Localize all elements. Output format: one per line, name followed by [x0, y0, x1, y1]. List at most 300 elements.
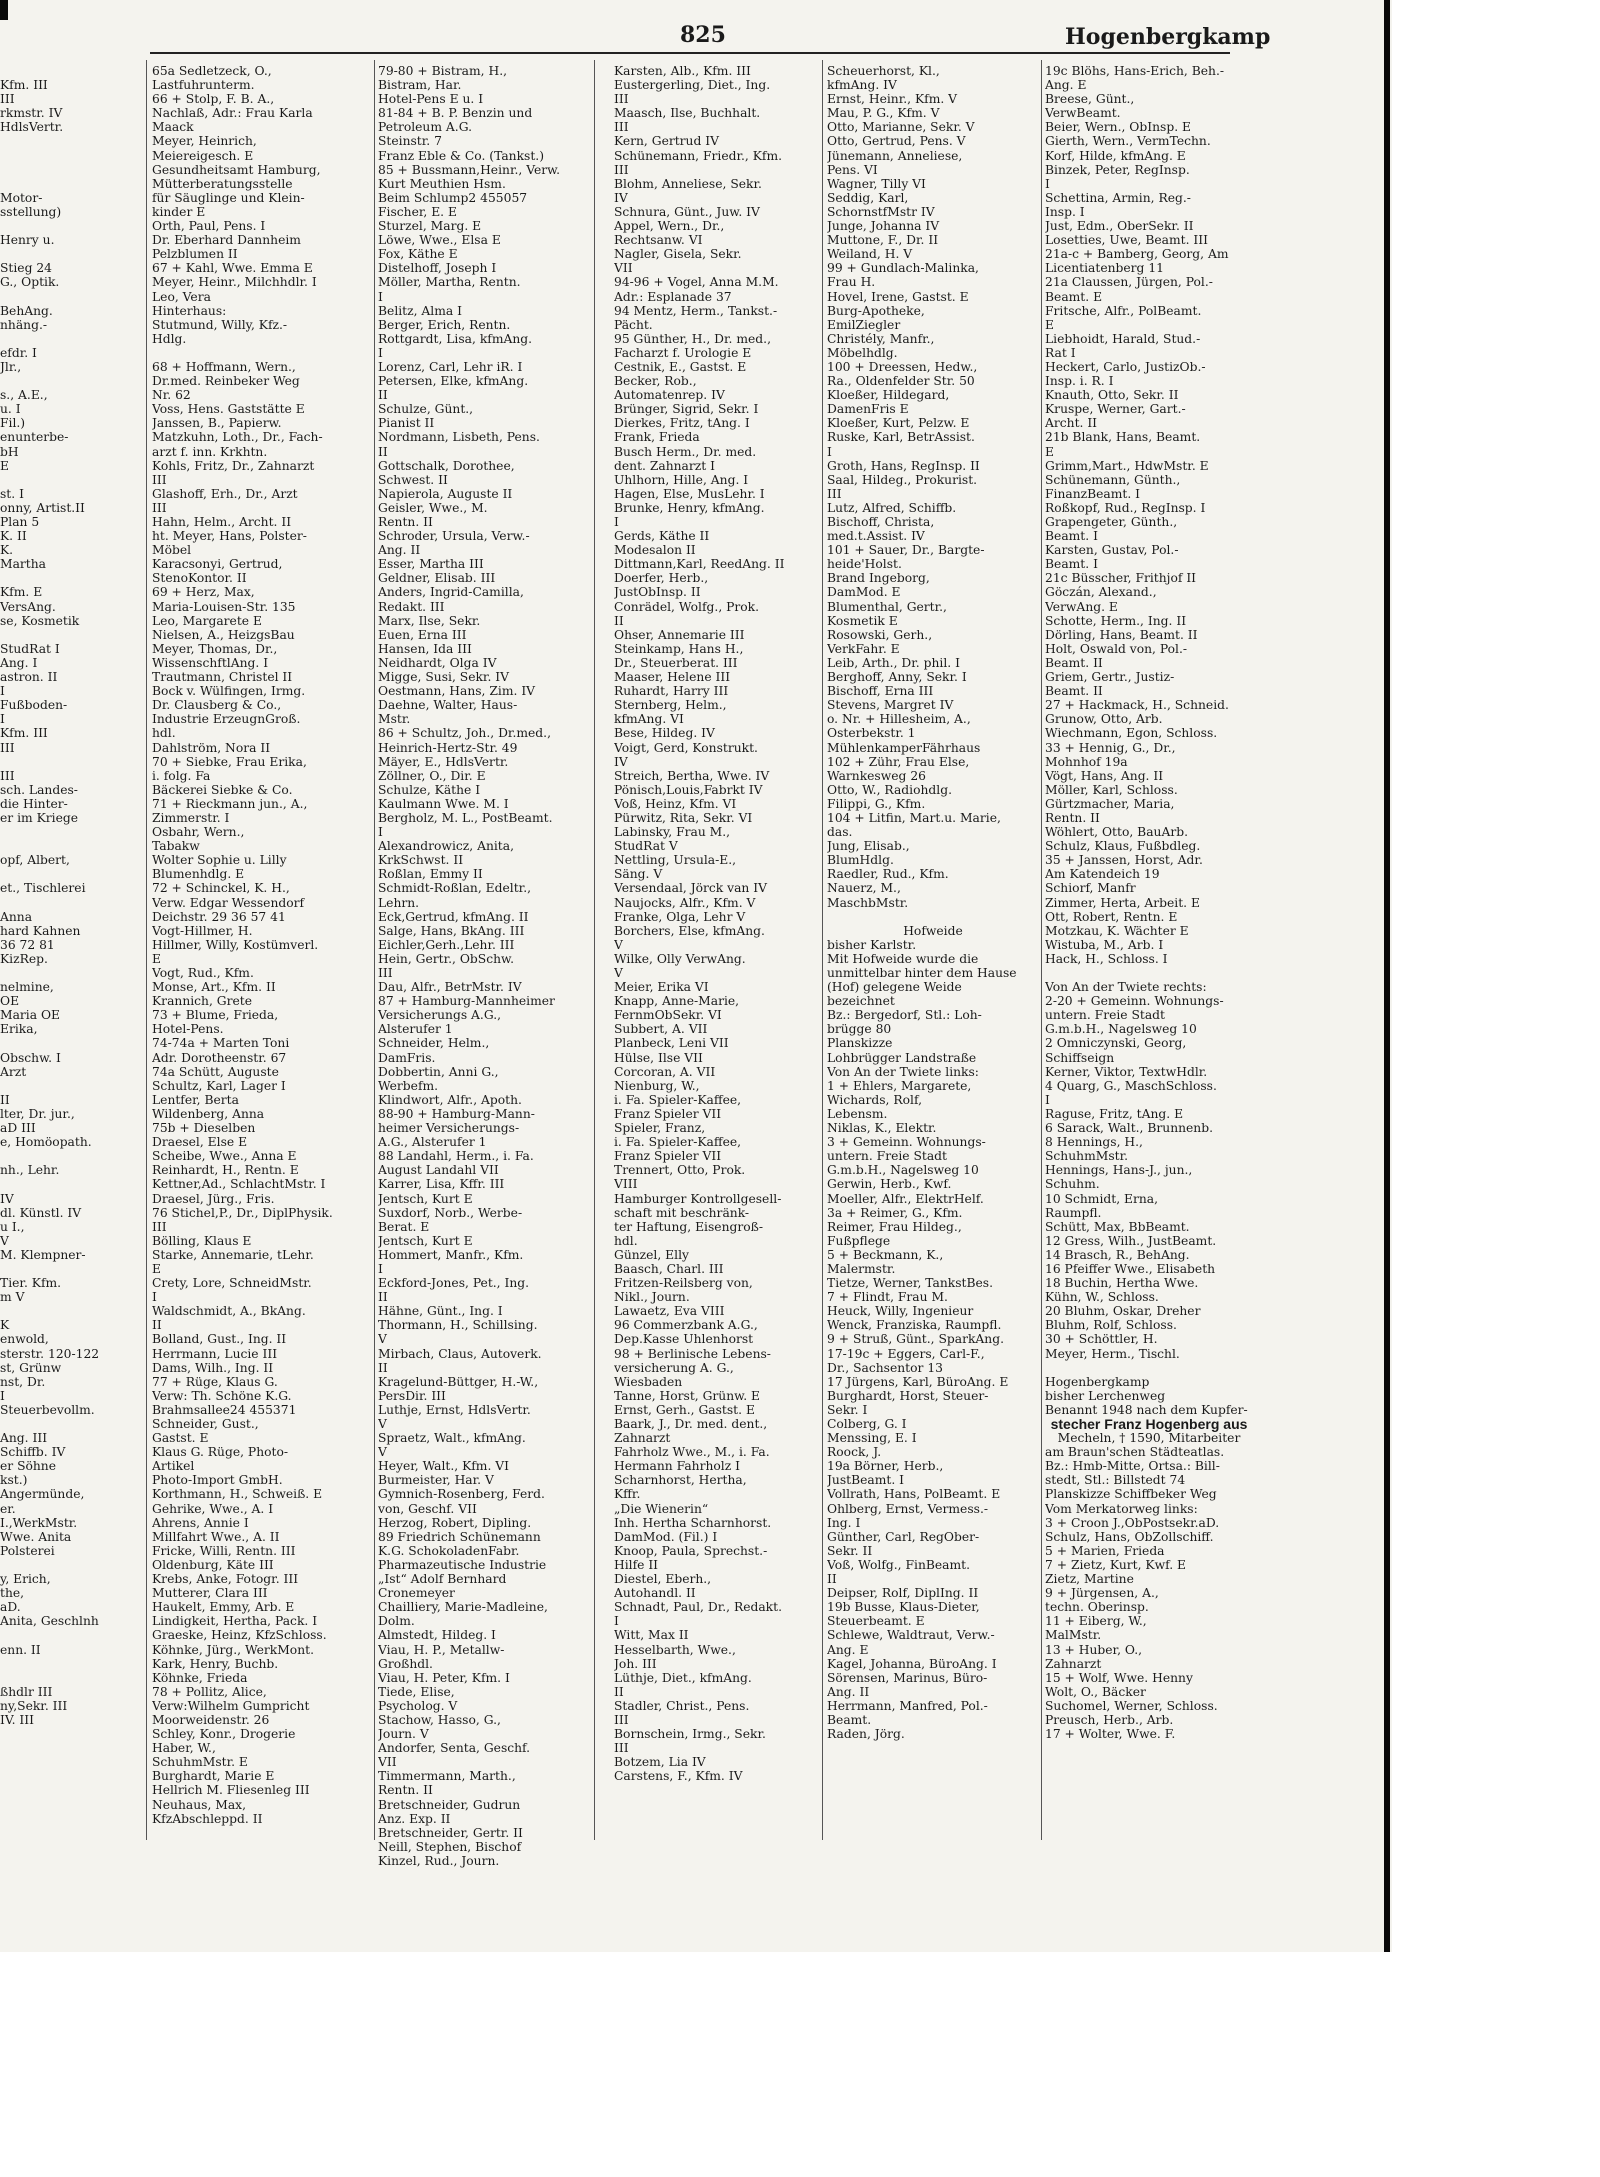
directory-line: 81-84 + B. P. Benzin und: [378, 106, 533, 121]
directory-line: V: [378, 1445, 387, 1460]
directory-line: Euen, Erna III: [378, 627, 467, 642]
directory-line: Meyer, Herm., Tischl.: [1045, 1346, 1180, 1361]
directory-line: Versendaal, Jörck van IV: [614, 881, 768, 896]
directory-line: 65a Sedletzeck, O.,: [152, 64, 272, 78]
directory-line: Daehne, Walter, Haus-: [378, 698, 518, 713]
directory-line: Schnadt, Paul, Dr., Redakt.: [614, 1600, 782, 1615]
directory-line: Schiffseign: [1045, 1050, 1115, 1065]
directory-line: Dörling, Hans, Beamt. II: [1045, 627, 1198, 642]
directory-line: Günzel, Elly: [614, 1247, 689, 1262]
directory-line: 2-20 + Gemeinn. Wohnungs-: [1045, 994, 1224, 1009]
directory-line: Meier, Erika VI: [614, 980, 709, 995]
directory-line: Hermann Fahrholz I: [614, 1459, 740, 1474]
directory-line: Berat. E: [378, 1219, 430, 1234]
directory-line: Zimmer, Herta, Arbeit. E: [1045, 895, 1200, 910]
directory-line: III: [614, 120, 629, 135]
directory-line: [0, 896, 118, 910]
directory-line: Adr.: Esplanade 37: [614, 289, 732, 304]
directory-line: Ang. E: [1045, 78, 1087, 93]
directory-line: Haukelt, Emmy, Arb. E: [152, 1600, 295, 1615]
directory-line: Ruhardt, Harry III: [614, 684, 729, 699]
directory-line: Heckert, Carlo, JustizOb.-: [1045, 359, 1206, 374]
directory-line: nh., Lehr.: [0, 1163, 60, 1178]
directory-line: y, Erich,: [0, 1572, 51, 1587]
directory-line: Luthje, Ernst, HdlsVertr.: [378, 1402, 531, 1417]
directory-line: JustBeamt. I: [827, 1473, 905, 1488]
directory-line: er im Kriege: [0, 810, 78, 825]
directory-line: Zietz, Martine: [1045, 1572, 1134, 1587]
directory-line: 19c Blöhs, Hans-Erich, Beh.-: [1045, 64, 1225, 78]
directory-line: Osterbekstr. 1: [827, 726, 916, 741]
directory-line: Beamt.: [827, 1712, 872, 1727]
directory-line: [0, 134, 118, 148]
directory-line: Eck,Gertrud, kfmAng. II: [378, 909, 529, 924]
directory-line: stedt, Stl.: Billstedt 74: [1045, 1473, 1186, 1488]
directory-line: Nagler, Gisela, Sekr.: [614, 247, 742, 262]
directory-line: Almstedt, Hildeg. I: [378, 1628, 496, 1643]
directory-line: 7 + Flindt, Frau M.: [827, 1290, 948, 1305]
directory-line: Petersen, Elke, kfmAng.: [378, 374, 529, 389]
directory-line: Otto, Marianne, Sekr. V: [827, 120, 975, 135]
directory-line: DamFris.: [378, 1050, 436, 1065]
directory-line: FernmObSekr. VI: [614, 1008, 722, 1023]
directory-line: o. Nr. + Hillesheim, A.,: [827, 712, 971, 727]
directory-line: kfmAng. IV: [827, 78, 897, 93]
directory-line: Anita, Geschlnh: [0, 1614, 99, 1629]
directory-line: Burg-Apotheke,: [827, 303, 925, 318]
directory-line: 21b Blank, Hans, Beamt.: [1045, 430, 1201, 445]
directory-line: Hansen, Ida III: [378, 641, 472, 656]
directory-line: Korthmann, H., Schweiß. E: [152, 1487, 323, 1502]
directory-line: Zimmerstr. I: [152, 810, 230, 825]
left-edge-shadow: [0, 0, 8, 20]
directory-line: kfmAng. VI: [614, 712, 684, 727]
directory-line: 16 Pfeiffer Wwe., Elisabeth: [1045, 1261, 1216, 1276]
directory-line: Labinsky, Frau M.,: [614, 825, 731, 840]
directory-line: efdr. I: [0, 345, 37, 360]
directory-line: Distelhoff, Joseph I: [378, 261, 497, 276]
directory-line: III: [152, 472, 167, 487]
directory-line: Dr., Steuerberat. III: [614, 655, 738, 670]
directory-line: Suxdorf, Norb., Werbe-: [378, 1205, 523, 1220]
directory-line: Osbahr, Wern.,: [152, 825, 245, 840]
directory-line: Junge, Johanna IV: [827, 219, 940, 234]
directory-line: Heuck, Willy, Ingenieur: [827, 1304, 974, 1319]
directory-line: enwold,: [0, 1332, 49, 1347]
directory-line: Migge, Susi, Sekr. IV: [378, 670, 510, 685]
directory-line: Kohls, Fritz, Dr., Zahnarzt: [152, 458, 315, 473]
directory-line: 17 Jürgens, Karl, BüroAng. E: [827, 1374, 1009, 1389]
directory-line: Kruspe, Werner, Gart.-: [1045, 402, 1186, 417]
directory-line: Spraetz, Walt., kfmAng.: [378, 1431, 526, 1446]
directory-line: Am Katendeich 19: [1045, 867, 1160, 882]
directory-line: Otto, W., Radiohdlg.: [827, 782, 952, 797]
directory-line: Hamburger Kontrollgesell-: [614, 1191, 782, 1206]
directory-line: [1045, 966, 1253, 980]
directory-line: 87 + Hamburg-Mannheimer: [378, 994, 555, 1009]
directory-line: Pharmazeutische Industrie: [378, 1557, 547, 1572]
directory-line: Meiereigesch. E: [152, 148, 254, 163]
directory-line: bezeichnet: [827, 994, 895, 1009]
directory-line: Botzem, Lia IV: [614, 1755, 706, 1770]
directory-line: Dr.med. Reinbeker Weg: [152, 374, 300, 389]
directory-line: Bäckerei Siebke & Co.: [152, 782, 293, 797]
directory-line: Viau, H. P., Metallw-: [378, 1642, 505, 1657]
directory-line: Ang. II: [378, 543, 421, 558]
directory-line: onny, Artist.II: [0, 500, 85, 515]
directory-line: MühlenkamperFährhaus: [827, 740, 981, 755]
directory-line: 11 + Eiberg, W.,: [1045, 1614, 1147, 1629]
directory-line: Franz Spieler VII: [614, 1106, 722, 1121]
directory-line: III: [152, 500, 167, 515]
directory-line: Nienburg, W.,: [614, 1078, 700, 1093]
directory-line: Millfahrt Wwe., A. II: [152, 1529, 280, 1544]
directory-line: I: [378, 289, 383, 304]
directory-line: Brünger, Sigrid, Sekr. I: [614, 402, 759, 417]
directory-line: Breese, Günt.,: [1045, 92, 1135, 107]
directory-line: Ohser, Annemarie III: [614, 627, 745, 642]
directory-line: Krebs, Anke, Fotogr. III: [152, 1572, 299, 1587]
directory-line: Steinstr. 7: [378, 134, 442, 149]
directory-line: Nachlaß, Adr.: Frau Karla: [152, 106, 313, 121]
directory-line: [0, 1628, 118, 1642]
directory-line: Mütterberatungsstelle: [152, 176, 293, 191]
directory-line: V: [378, 1417, 387, 1431]
directory-line: Dolm.: [378, 1614, 415, 1629]
directory-line: 14 Brasch, R., BehAng.: [1045, 1247, 1190, 1262]
directory-line: Rat I: [1045, 345, 1076, 360]
directory-line: bisher Karlstr.: [827, 937, 917, 952]
directory-line: Voß, Wolfg., FinBeamt.: [827, 1557, 971, 1572]
directory-line: II: [378, 388, 388, 403]
directory-line: K: [0, 1318, 10, 1333]
directory-line: Psycholog. V: [378, 1698, 458, 1713]
directory-line: Verw. Edgar Wessendorf: [152, 895, 305, 910]
directory-line: Kinzel, Rud., Journ.: [378, 1853, 500, 1868]
directory-line: III: [614, 1712, 629, 1727]
directory-line: Schünemann, Günth.,: [1045, 472, 1181, 487]
directory-line: Köhnke, Frieda: [152, 1670, 248, 1685]
directory-line: Wistuba, M., Arb. I: [1045, 937, 1164, 952]
directory-line: 27 + Hackmack, H., Schneid.: [1045, 698, 1229, 713]
directory-line: Dr. Eberhard Dannheim: [152, 233, 301, 248]
directory-line: Schley, Konr., Drogerie: [152, 1727, 296, 1742]
directory-line: III: [152, 1219, 167, 1234]
directory-line: Dr., Sachsentor 13: [827, 1360, 943, 1375]
directory-line: Benannt 1948 nach dem Kupfer-: [1045, 1402, 1248, 1417]
directory-line: Pelzblumen II: [152, 247, 238, 262]
directory-line: Bock v. Wülfingen, Irmg.: [152, 684, 306, 699]
directory-line: Meyer, Heinrich,: [152, 134, 257, 149]
directory-line: Wildenberg, Anna: [152, 1106, 265, 1121]
directory-line: Hogenbergkamp: [1045, 1374, 1150, 1389]
directory-line: Klindwort, Alfr., Apoth.: [378, 1092, 522, 1107]
directory-line: Gehrike, Wwe., A. I: [152, 1501, 274, 1516]
directory-line: [152, 346, 374, 360]
directory-line: Baasch, Charl. III: [614, 1261, 724, 1276]
directory-line: Frank, Frieda: [614, 430, 700, 445]
directory-line: K.: [0, 543, 14, 558]
directory-line: Autohandl. II: [614, 1586, 696, 1601]
directory-line: [0, 332, 118, 346]
directory-line: Franke, Olga, Lehr V: [614, 909, 746, 924]
directory-line: brügge 80: [827, 1022, 892, 1037]
directory-line: [0, 755, 118, 769]
directory-line: [0, 1671, 118, 1685]
directory-line: 85 + Bussmann,Heinr., Verw.: [378, 162, 561, 177]
directory-line: Crety, Lore, SchneidMstr.: [152, 1276, 312, 1291]
directory-line: von, Geschf. VII: [378, 1501, 477, 1516]
directory-line: 15 + Wolf, Wwe. Henny: [1045, 1670, 1193, 1685]
directory-line: V: [378, 1332, 387, 1347]
directory-line: Erika,: [0, 1022, 38, 1037]
directory-line: 2 Omniczynski, Georg,: [1045, 1036, 1187, 1051]
directory-line: III: [0, 768, 15, 783]
street-former-name: Hofweide: [903, 923, 963, 938]
directory-line: Rechtsanw. VI: [614, 233, 703, 248]
directory-line: 5 + Beckmann, K.,: [827, 1247, 944, 1262]
directory-line: Jung, Elisab.,: [827, 839, 910, 854]
directory-line: er Söhne: [0, 1459, 57, 1474]
directory-line: Losetties, Uwe, Beamt. III: [1045, 233, 1208, 248]
directory-line: Gymnich-Rosenberg, Ferd.: [378, 1487, 545, 1502]
directory-line: WissenschftlAng. I: [152, 655, 269, 670]
directory-line: Blumenthal, Gertr.,: [827, 599, 947, 614]
directory-line: Schotte, Herm., Ing. II: [1045, 613, 1187, 628]
directory-line: Esser, Martha III: [378, 557, 484, 572]
directory-line: Holt, Oswald von, Pol.-: [1045, 641, 1188, 656]
directory-line: Kaulmann Wwe. M. I: [378, 796, 509, 811]
directory-line: Orth, Paul, Pens. I: [152, 219, 266, 234]
directory-line: PersDir. III: [378, 1388, 446, 1403]
directory-line: Jlr.,: [0, 359, 22, 374]
directory-line: kst.): [0, 1473, 28, 1488]
directory-line: Weiland, H. V: [827, 247, 913, 262]
directory-line: st, Grünw: [0, 1360, 62, 1375]
directory-line: Diestel, Eberh.,: [614, 1572, 712, 1587]
directory-line: Preusch, Herb., Arb.: [1045, 1712, 1174, 1727]
directory-line: Frau H.: [827, 275, 876, 290]
directory-line: Göczán, Alexand.,: [1045, 585, 1157, 600]
directory-line: II: [378, 444, 388, 459]
directory-line: Voß, Heinz, Kfm. VI: [614, 796, 737, 811]
directory-line: Bretschneider, Gudrun: [378, 1797, 521, 1812]
directory-line: SchornstfMstr IV: [827, 204, 935, 219]
directory-line: Wilke, Olly VerwAng.: [614, 951, 746, 966]
directory-line: er.: [0, 1501, 16, 1516]
directory-line: Lehrn.: [378, 895, 420, 910]
directory-line: Saal, Hildeg., Prokurist.: [827, 472, 978, 487]
directory-line: II: [0, 1092, 10, 1107]
directory-line: am Braun'schen Städteatlas.: [1045, 1445, 1225, 1460]
directory-line: [0, 1262, 118, 1276]
directory-line: [0, 571, 118, 585]
directory-line: Lawaetz, Eva VIII: [614, 1304, 725, 1319]
directory-line: i. folg. Fa: [152, 768, 211, 783]
directory-line: astron. II: [0, 670, 58, 685]
directory-line: Bluhm, Rolf, Schloss.: [1045, 1318, 1177, 1333]
directory-line: [0, 177, 118, 191]
directory-line: se, Kosmetik: [0, 613, 80, 628]
directory-line: 36 72 81: [0, 937, 55, 952]
directory-line: Franz Spieler VII: [614, 1149, 722, 1164]
directory-line: Eckford-Jones, Pet., Ing.: [378, 1276, 530, 1291]
directory-line: V: [614, 966, 623, 980]
directory-line: Suchomel, Werner, Schloss.: [1045, 1698, 1218, 1713]
directory-line: DamenFris E: [827, 402, 909, 417]
directory-line: Becker, Rob.,: [614, 374, 697, 389]
directory-line: Pürwitz, Rita, Sekr. VI: [614, 810, 753, 825]
directory-line: Gerwin, Herb., Kwf.: [827, 1177, 952, 1192]
directory-line: Schettina, Armin, Reg.-: [1045, 190, 1191, 205]
directory-line: Möller, Karl, Schloss.: [1045, 782, 1178, 797]
directory-line: Fricke, Willi, Rentn. III: [152, 1543, 296, 1558]
directory-line: Uhlhorn, Hille, Ang. I: [614, 472, 749, 487]
directory-line: Schlewe, Waldtraut, Verw.-: [827, 1628, 995, 1643]
directory-line: Hommert, Manfr., Kfm.: [378, 1247, 524, 1262]
directory-line: Raden, Jörg.: [827, 1727, 905, 1742]
directory-line: Moeller, Alfr., ElektrHelf.: [827, 1191, 984, 1206]
directory-line: Dittmann,Karl, ReedAng. II: [614, 557, 785, 572]
directory-line: Vollrath, Hans, PolBeamt. E: [827, 1487, 1001, 1502]
directory-line: Heyer, Walt., Kfm. VI: [378, 1459, 510, 1474]
directory-line: Carstens, F., Kfm. IV: [614, 1769, 743, 1784]
directory-line: Bolland, Gust., Ing. II: [152, 1332, 287, 1347]
directory-line: VerwBeamt.: [1045, 106, 1121, 121]
directory-line: I: [1045, 176, 1050, 191]
directory-line: arzt f. inn. Krkhtn.: [152, 444, 268, 459]
directory-line: Baark, J., Dr. med. dent.,: [614, 1417, 768, 1431]
directory-line: 21a Claussen, Jürgen, Pol.-: [1045, 275, 1213, 290]
directory-line: nst, Dr.: [0, 1374, 46, 1389]
directory-line: Vom Merkatorweg links:: [1045, 1501, 1198, 1516]
directory-line: Schiffb. IV: [0, 1445, 66, 1460]
directory-line: Schwest. II: [378, 472, 448, 487]
directory-line: HdlsVertr.: [0, 120, 64, 135]
directory-line: Wolt, O., Bäcker: [1045, 1684, 1146, 1699]
directory-line: Just, Edm., OberSekr. II: [1045, 219, 1194, 234]
directory-line: Maack: [152, 120, 194, 135]
directory-line: Automatenrep. IV: [614, 388, 725, 403]
directory-line: Stachow, Hasso, G.,: [378, 1712, 501, 1727]
directory-line: Mäyer, E., HdlsVertr.: [378, 754, 509, 769]
directory-line: E: [152, 951, 161, 966]
directory-line: 72 + Schinckel, K. H.,: [152, 881, 290, 896]
directory-line: Lastfuhrunterm.: [152, 78, 255, 93]
directory-line: Zahnarzt: [614, 1431, 671, 1446]
directory-line: Tier. Kfm.: [0, 1276, 62, 1291]
directory-line: SchuhmMstr.: [1045, 1149, 1129, 1164]
directory-line: Draesel, Jürg., Fris.: [152, 1191, 275, 1206]
column-divider: [1041, 60, 1042, 1840]
directory-line: 78 + Pollitz, Alice,: [152, 1684, 267, 1699]
directory-line: Beamt. E: [1045, 289, 1103, 304]
directory-line: Wagner, Tilly VI: [827, 176, 926, 191]
directory-line: 95 Günther, H., Dr. med.,: [614, 331, 771, 346]
directory-line: III: [827, 486, 842, 501]
directory-line: Matzkuhn, Loth., Dr., Fach-: [152, 430, 323, 445]
directory-line: Kern, Gertrud IV: [614, 134, 719, 149]
directory-line: Schulz, Klaus, Fußbdleg.: [1045, 839, 1201, 854]
directory-line: Haber, W.,: [152, 1741, 216, 1756]
directory-line: Knoop, Paula, Sprechst.-: [614, 1543, 768, 1558]
directory-line: techn. Oberinsp.: [1045, 1600, 1149, 1615]
directory-line: „Ist“ Adolf Bernhard: [378, 1572, 507, 1587]
directory-line: Polsterei: [0, 1543, 55, 1558]
directory-line: Neill, Stephen, Bischof: [378, 1839, 522, 1854]
directory-line: I: [378, 825, 383, 840]
directory-line: IV. III: [0, 1712, 34, 1727]
directory-line: 20 Bluhm, Oskar, Dreher: [1045, 1304, 1201, 1319]
directory-line: Fußboden-: [0, 698, 68, 713]
directory-line: August Landahl VII: [378, 1163, 499, 1178]
directory-line: I: [0, 712, 5, 727]
directory-line: Wöhlert, Otto, BauArb.: [1045, 825, 1188, 840]
directory-line: 12 Gress, Wilh., JustBeamt.: [1045, 1233, 1217, 1248]
directory-line: Cronemeyer: [378, 1586, 455, 1601]
directory-line: Naujocks, Alfr., Kfm. V: [614, 895, 756, 910]
directory-line: u I.,: [0, 1219, 25, 1234]
directory-line: G.m.b.H., Nagelsweg 10: [1045, 1022, 1197, 1037]
directory-line: Neuhaus, Max,: [152, 1797, 247, 1812]
directory-line: 79-80 + Bistram, H.,: [378, 64, 508, 78]
directory-line: Leo, Margarete E: [152, 613, 262, 628]
directory-line: SchuhmMstr. E: [152, 1755, 248, 1770]
directory-line: Spieler, Franz,: [614, 1121, 706, 1136]
directory-line: Rentn. II: [378, 515, 433, 529]
directory-line: Liebhoidt, Harald, Stud.-: [1045, 331, 1201, 346]
directory-line: Ruske, Karl, BetrAssist.: [827, 430, 975, 445]
directory-line: I: [1045, 1092, 1050, 1107]
directory-line: Hdlg.: [152, 331, 187, 346]
directory-line: VIII: [614, 1177, 638, 1192]
directory-line: 33 + Hennig, G., Dr.,: [1045, 740, 1176, 755]
directory-line: Herrmann, Lucie III: [152, 1346, 278, 1361]
directory-line: Schneider, Helm.,: [378, 1036, 490, 1051]
directory-line: Vögt, Hans, Ang. II: [1045, 768, 1164, 783]
directory-line: Sternberg, Helm.,: [614, 698, 727, 713]
directory-line: Alsterufer 1: [378, 1022, 453, 1037]
directory-line: Fox, Käthe E: [378, 247, 458, 262]
directory-line: 35 + Janssen, Horst, Adr.: [1045, 853, 1203, 868]
column-divider: [822, 60, 823, 1840]
directory-line: 94-96 + Vogel, Anna M.M.: [614, 275, 779, 290]
directory-line: Gesundheitsamt Hamburg,: [152, 162, 321, 177]
directory-line: Arzt: [0, 1064, 27, 1079]
directory-line: Lentfer, Berta: [152, 1092, 239, 1107]
directory-line: 73 + Blume, Frieda,: [152, 1008, 279, 1023]
directory-line: Nikl., Journ.: [614, 1290, 690, 1305]
directory-line: das.: [827, 825, 853, 840]
directory-line: untern. Freie Stadt: [1045, 1008, 1165, 1023]
directory-line: dent. Zahnarzt I: [614, 458, 715, 473]
directory-line: Belitz, Alma I: [378, 303, 462, 318]
directory-line: Hotel-Pens E u. I: [378, 92, 484, 107]
directory-line: 70 + Siebke, Frau Erika,: [152, 754, 307, 769]
directory-line: Eichler,Gerh.,Lehr. III: [378, 937, 515, 952]
directory-line: 1 + Ehlers, Margarete,: [827, 1078, 972, 1093]
directory-line: 9 + Struß, Günt., SparkAng.: [827, 1332, 1005, 1347]
directory-line: Bese, Hildeg. IV: [614, 726, 715, 741]
directory-line: Nauerz, M.,: [827, 881, 901, 896]
directory-line: Inh. Hertha Scharnhorst.: [614, 1515, 772, 1530]
directory-line: 77 + Rüge, Klaus G.: [152, 1374, 278, 1389]
directory-line: Muttone, F., Dr. II: [827, 233, 939, 248]
directory-line: Filippi, G., Kfm.: [827, 796, 926, 811]
directory-line: E: [1045, 317, 1054, 332]
directory-line: Roßlan, Emmy II: [378, 867, 483, 882]
directory-line: 69 + Herz, Max,: [152, 585, 255, 600]
